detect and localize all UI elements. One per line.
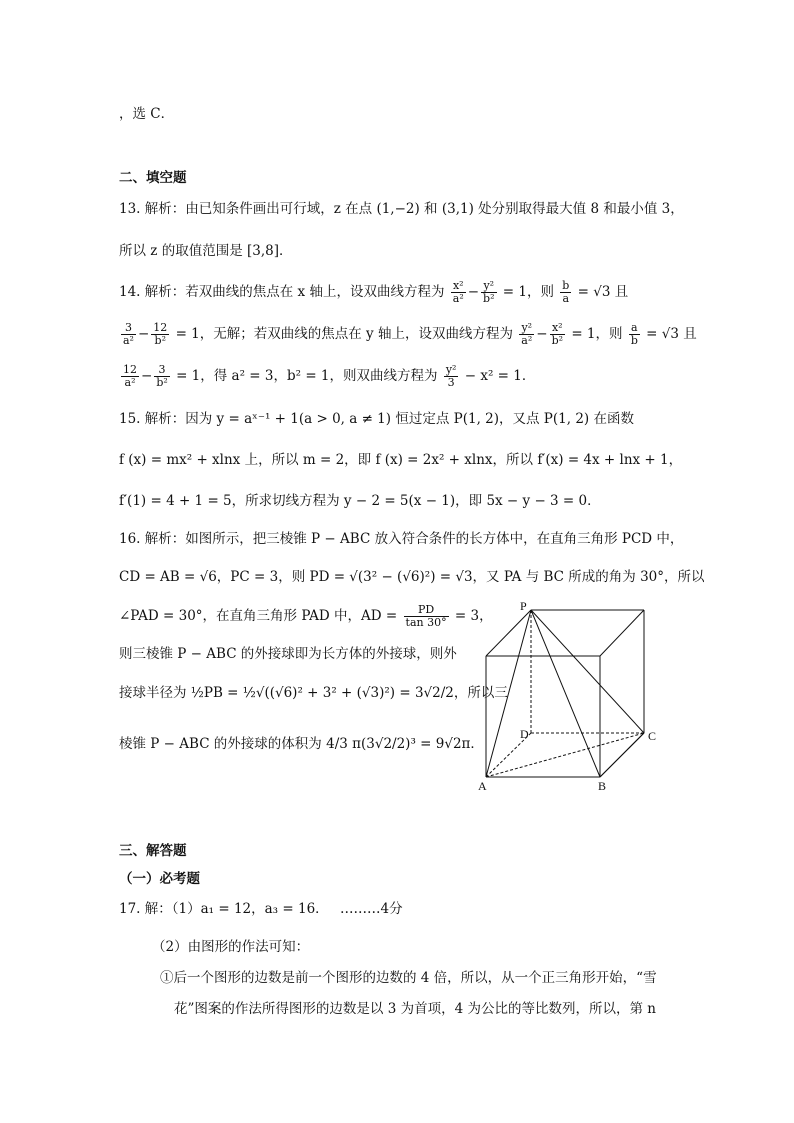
fraction: $\frac{\text{y²}}{3}$ bbox=[445, 363, 457, 389]
text: = √3 且 bbox=[646, 326, 697, 342]
solution-16-line1: 16. 解析：如图所示，把三棱锥 P − ABC 放入符合条件的长方体中，在直角三角形 PCD 中， bbox=[119, 531, 684, 547]
line-select-c: ，选 C． bbox=[119, 106, 175, 122]
solution-14-line2: $\frac{3}{\text{a²}}$ − $\frac{12}{\text{b²}}$ = 1，无解；若双曲线的焦点在 y 轴上，设双曲线方程为 $\frac{\text{y²}}{\text{a²}}$ − $\frac{\text{x²}}{\text{b²}}$ = 1，则 $\frac{a}{b}$ = √3 且 bbox=[123, 321, 697, 347]
section-heading-fill: 二、填空题 bbox=[119, 170, 187, 186]
fraction: $\frac{a}{b}$ bbox=[630, 321, 638, 347]
solution-14-line3: $\frac{12}{\text{a²}}$ − $\frac{3}{\text{b²}}$ = 1，得 a² = 3，b² = 1，则双曲线方程为 $\frac{\text{y²}}{3}$ − x² = 1． bbox=[123, 363, 536, 389]
text: 14. 解析：若双曲线的焦点在 x 轴上，设双曲线方程为 bbox=[119, 284, 445, 300]
fraction: $\frac{PD}{\tan 30^\circ}$ bbox=[405, 603, 447, 629]
label-d: D bbox=[520, 727, 529, 741]
solution-15-line1: 15. 解析：因为 y = aˣ⁻¹ + 1(a > 0, a ≠ 1) 恒过定点 P(1, 2)，又点 P(1, 2) 在函数 bbox=[119, 411, 634, 427]
text: = 1，则 bbox=[571, 326, 623, 342]
solution-16-line5: 接球半径为 ½PB = ½√((√6)² + 3² + (√3)²) = 3√2/2，所以三 bbox=[119, 685, 508, 701]
label-c: C bbox=[648, 729, 657, 743]
solution-14-line1: 14. 解析：若双曲线的焦点在 x 轴上，设双曲线方程为 $\frac{\text{x²}}{\text{a²}}$ − $\frac{\text{y²}}{\text{b²}}$ = 1，则 $\frac{b}{a}$ = √3 且 bbox=[119, 279, 629, 305]
text: ∠PAD = 30°，在直角三角形 PAD 中，AD = bbox=[119, 608, 398, 624]
label-b: B bbox=[598, 779, 607, 793]
solution-13-line2: 所以 z 的取值范围是 [3,8]． bbox=[119, 243, 293, 259]
solution-17-line4: 花”图案的作法所得图形的边数是以 3 为首项，4 为公比的等比数列，所以，第 n bbox=[174, 1001, 656, 1017]
text: − x² = 1． bbox=[464, 368, 536, 384]
fraction: $\frac{3}{\text{a²}}$ bbox=[123, 321, 134, 347]
cuboid-figure bbox=[474, 600, 674, 800]
fraction: $\frac{\text{x²}}{\text{a²}}$ bbox=[452, 279, 464, 305]
fraction: $\frac{12}{\text{a²}}$ bbox=[123, 363, 137, 389]
solution-17-line1: 17. 解：（1）a₁ = 12，a₃ = 16． bbox=[119, 901, 329, 917]
solution-16-line6: 棱锥 P − ABC 的外接球的体积为 4/3 π(3√2/2)³ = 9√2π． bbox=[119, 736, 484, 752]
solution-15-line2: f (x) = mx² + xlnx 上，所以 m = 2，即 f (x) = 2x² + xlnx，所以 f′(x) = 4x + lnx + 1， bbox=[119, 452, 683, 468]
text: = √3 且 bbox=[577, 284, 629, 300]
text: = 1，得 a² = 3，b² = 1，则双曲线方程为 bbox=[176, 368, 438, 384]
solution-16-line2: CD = AB = √6，PC = 3，则 PD = √(3² − (√6)²) = √3，又 PA 与 BC 所成的角为 30°，所以 bbox=[119, 569, 705, 585]
section-heading-answer: 三、解答题 bbox=[119, 843, 187, 859]
solution-17-line3: ①后一个图形的边数是前一个图形的边数的 4 倍，所以，从一个正三角形开始，“雪 bbox=[160, 970, 657, 986]
solution-15-line3: f′(1) = 4 + 1 = 5，所求切线方程为 y − 2 = 5(x − 1)，即 5x − y − 3 = 0． bbox=[119, 493, 601, 509]
fraction: $\frac{\text{y²}}{\text{b²}}$ bbox=[483, 279, 495, 305]
solution-16-line4: 则三棱锥 P − ABC 的外接球即为长方体的外接球，则外 bbox=[119, 646, 457, 662]
solution-16-line3 bbox=[119, 604, 493, 629]
text: = 1，无解；若双曲线的焦点在 y 轴上，设双曲线方程为 bbox=[175, 326, 513, 342]
solution-13-line1: 13. 解析：由已知条件画出可行域，z 在点 (1,−2) 和 (3,1) 处分别取得最大值 8 和最小值 3， bbox=[119, 201, 684, 217]
fraction: $\frac{b}{a}$ bbox=[562, 279, 570, 305]
fraction: $\frac{12}{\text{b²}}$ bbox=[153, 321, 168, 347]
solution-17-line2: （2）由图形的作法可知： bbox=[152, 939, 310, 955]
fraction: $\frac{\text{x²}}{\text{b²}}$ bbox=[551, 321, 564, 347]
text: = 1，则 bbox=[502, 284, 554, 300]
text: = 3， bbox=[454, 608, 493, 624]
label-p: P bbox=[520, 600, 527, 613]
solution-17-score: ………4分 bbox=[340, 901, 403, 917]
fraction: $\frac{\text{y²}}{\text{a²}}$ bbox=[521, 321, 533, 347]
label-a: A bbox=[478, 779, 487, 793]
fraction: $\frac{3}{\text{b²}}$ bbox=[156, 363, 168, 389]
subsection-heading-required: （一）必考题 bbox=[119, 871, 200, 887]
